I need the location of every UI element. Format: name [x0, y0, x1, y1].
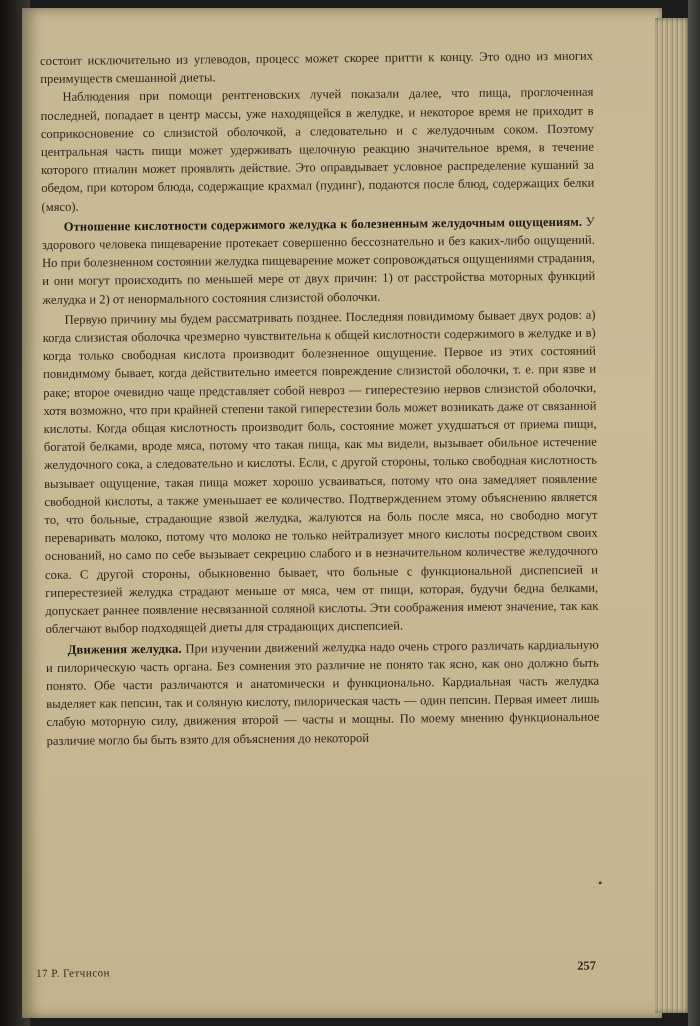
page-edges	[655, 18, 691, 1013]
section-heading-movements: Движения желудка.	[67, 641, 182, 657]
paragraph-5-body: При изучении движений желудка надо очень строго различать кардиальную и пилорическую часть органа. Без сомнения это различие не понято так ясно, как оно должно быть понято. Обе части различаются и анатомически и функционально. Кардиальная часть желудка выделяет как пепсин, так и соляную кислоту, пилорическая часть — один пепсин. Первая имеет лишь слабую моторную силу, движения второй — часты и мощны. По моему мнению функциональное различие могло бы быть взято для объяснения до некоторой	[45, 637, 600, 748]
page-text	[40, 47, 600, 750]
book-cover-edge	[688, 0, 700, 1026]
paragraph-3	[42, 213, 596, 309]
paragraph-3-body: У здорового человека пищеварение протекает совершенно бессознательно и без каких-либо ощущений. Но при болезненном состоянии желудка пищеварение может сопровождаться ощущениями страдания, и они могут происходить по меньшей мере от двух причин: 1) от расстройства моторных функций желудка и 2) от ненормального состояния слизистой оболочки.	[41, 214, 596, 307]
margin-mark: •	[598, 876, 603, 890]
section-heading-acidity: Отношение кислотности содержимого желудка к болезненным желудочным ощущениям.	[63, 214, 583, 234]
page-number: 257	[577, 958, 597, 973]
paragraph-4: Первую причину мы будем рассматривать позднее. Последняя повидимому бывает двух родов: а) когда слизистая оболочка чрезмерно чувствительна к общей кислотности содержимого в желудке и в) когда только свободная кислота производит болезненное ощущение. Первое из этих состояний повидимому бывает, когда действительно имеется повреждение слизистой оболочки, т. е. при язве и раке; второе очевидно чаще представляет собой невроз — гиперестезию нервов слизистой оболочки, хотя возможно, что при крайней степени такой гиперестезии боль может возникать даже от связанной кислоты. Когда общая кислотность производит боль, состояние может ухудшаться от приема пищи, богатой белками, вроде мяса, потому что такая пища, как мы видели, вызывает обильное истечение желудочного сока, а следовательно и кислоты. Если, с другой стороны, только свободная кислотность вызывает ощущение, такая пища может хорошо усваиваться, потому что она замедляет появление свободной кислоты, а также уменьшает ее количество. Подтверждением этому объяснению является то, что больные, страдающие язвой желудка, жалуются на боль после мяса, но свободно могут переваривать молоко, потому что молоко не только нейтрализует много кислоты посредством своих оснований, но само по себе вызывает секрецию слабого и в незначительном количестве желудочного сока. С другой стороны, обыкновенно бывает, что больные с функциональной диспепсией и гиперестезией желудка страдают меньше от мяса, чем от пищи, которая, будучи бедна белками, допускает раннее появление несвязанной соляной кислоты. Эти соображения имеют значение, так как облегчают выбор подходящей диеты для страдающих диспепсией.	[42, 307, 599, 637]
printer-signature: 17 Р. Гетчисон	[36, 967, 111, 980]
paragraph-2: Наблюдения при помощи рентгеновских лучей показали далее, что пища, проглоченная последней, попадает в центр массы, уже находящейся в желудке, и некоторое время не приходит в соприкосновение со слизистой оболочкой, а следовательно и с желудочным соком. Поэтому центральная часть пищи может удерживать щелочную реакцию значительное время, в течение которого птиалин может проявлять действие. Это оправдывает условное распределение кушаний за обедом, при котором блюда, содержащие крахмал (пудинг), подаются после блюд, содержащих белки (мясо).	[40, 85, 595, 214]
paragraph-1: состоит исключительно из углеводов, процесс может скорее притти к концу. Это одно из многих преимуществ смешанной диеты.	[40, 48, 594, 87]
paragraph-5	[46, 635, 600, 750]
